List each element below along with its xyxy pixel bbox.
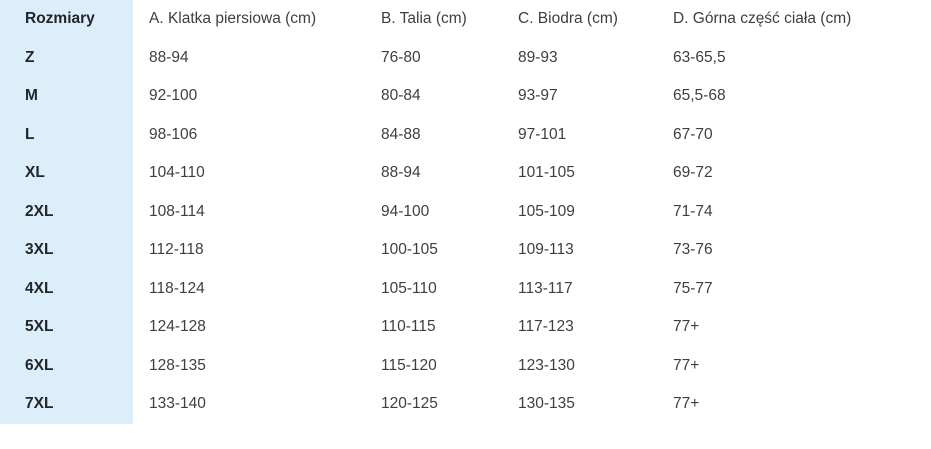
cell-waist: 115-120 xyxy=(381,356,437,374)
cell-chest: 108-114 xyxy=(149,202,205,220)
cell-waist: 120-125 xyxy=(381,395,438,413)
cell-upper-body: 77+ xyxy=(673,356,700,374)
cell-size: L xyxy=(0,116,133,155)
cell-chest: 92-100 xyxy=(149,87,198,105)
table-header-row xyxy=(0,0,931,39)
cell-size: 2XL xyxy=(0,193,133,232)
cell-waist: 94-100 xyxy=(381,202,430,220)
cell-size: M xyxy=(0,77,133,116)
cell-size: 5XL xyxy=(0,308,133,347)
cell-chest: 118-124 xyxy=(149,279,205,297)
cell-upper-body: 65,5-68 xyxy=(673,87,726,105)
cell-chest: 88-94 xyxy=(149,48,189,66)
cell-hips: 93-97 xyxy=(518,87,558,105)
cell-hips: 97-101 xyxy=(518,125,567,143)
table-row xyxy=(0,270,931,309)
cell-hips: 105-109 xyxy=(518,202,575,220)
cell-size: 7XL xyxy=(0,385,133,424)
cell-size: XL xyxy=(0,154,133,193)
cell-upper-body: 71-74 xyxy=(673,202,713,220)
cell-waist: 105-110 xyxy=(381,279,437,297)
cell-upper-body: 69-72 xyxy=(673,164,713,182)
table-row xyxy=(0,77,931,116)
cell-size: 4XL xyxy=(0,270,133,309)
cell-waist: 88-94 xyxy=(381,164,421,182)
cell-chest: 98-106 xyxy=(149,125,198,143)
cell-hips: 130-135 xyxy=(518,395,575,413)
table-header xyxy=(0,0,931,39)
cell-size: 3XL xyxy=(0,231,133,270)
column-header-chest: A. Klatka piersiowa (cm) xyxy=(149,10,317,28)
table-row xyxy=(0,154,931,193)
cell-waist: 100-105 xyxy=(381,241,438,259)
cell-waist: 84-88 xyxy=(381,125,421,143)
cell-size: Z xyxy=(0,39,133,78)
column-header-sizes: Rozmiary xyxy=(0,0,133,39)
cell-chest: 112-118 xyxy=(149,241,204,259)
cell-hips: 117-123 xyxy=(518,318,574,336)
cell-upper-body: 73-76 xyxy=(673,241,713,259)
cell-chest: 133-140 xyxy=(149,395,206,413)
column-header-waist: B. Talia (cm) xyxy=(381,10,467,28)
cell-hips: 101-105 xyxy=(518,164,575,182)
cell-upper-body: 67-70 xyxy=(673,125,713,143)
cell-waist: 110-115 xyxy=(381,318,436,336)
column-header-hips: C. Biodra (cm) xyxy=(518,10,618,28)
cell-waist: 76-80 xyxy=(381,48,421,66)
column-header-upper-body: D. Górna część ciała (cm) xyxy=(673,10,852,28)
table-row xyxy=(0,308,931,347)
cell-waist: 80-84 xyxy=(381,87,421,105)
table-body xyxy=(0,39,931,424)
cell-hips: 113-117 xyxy=(518,279,573,297)
cell-upper-body: 77+ xyxy=(673,395,700,413)
table-row xyxy=(0,39,931,78)
cell-chest: 128-135 xyxy=(149,356,206,374)
table-row xyxy=(0,347,931,386)
cell-hips: 123-130 xyxy=(518,356,575,374)
cell-upper-body: 75-77 xyxy=(673,279,713,297)
table-row xyxy=(0,116,931,155)
table-row xyxy=(0,385,931,424)
cell-chest: 124-128 xyxy=(149,318,206,336)
cell-hips: 89-93 xyxy=(518,48,558,66)
cell-hips: 109-113 xyxy=(518,241,574,259)
cell-chest: 104-110 xyxy=(149,164,205,182)
cell-upper-body: 77+ xyxy=(673,318,700,336)
cell-size: 6XL xyxy=(0,347,133,386)
table-row xyxy=(0,231,931,270)
cell-upper-body: 63-65,5 xyxy=(673,48,726,66)
table-row xyxy=(0,193,931,232)
